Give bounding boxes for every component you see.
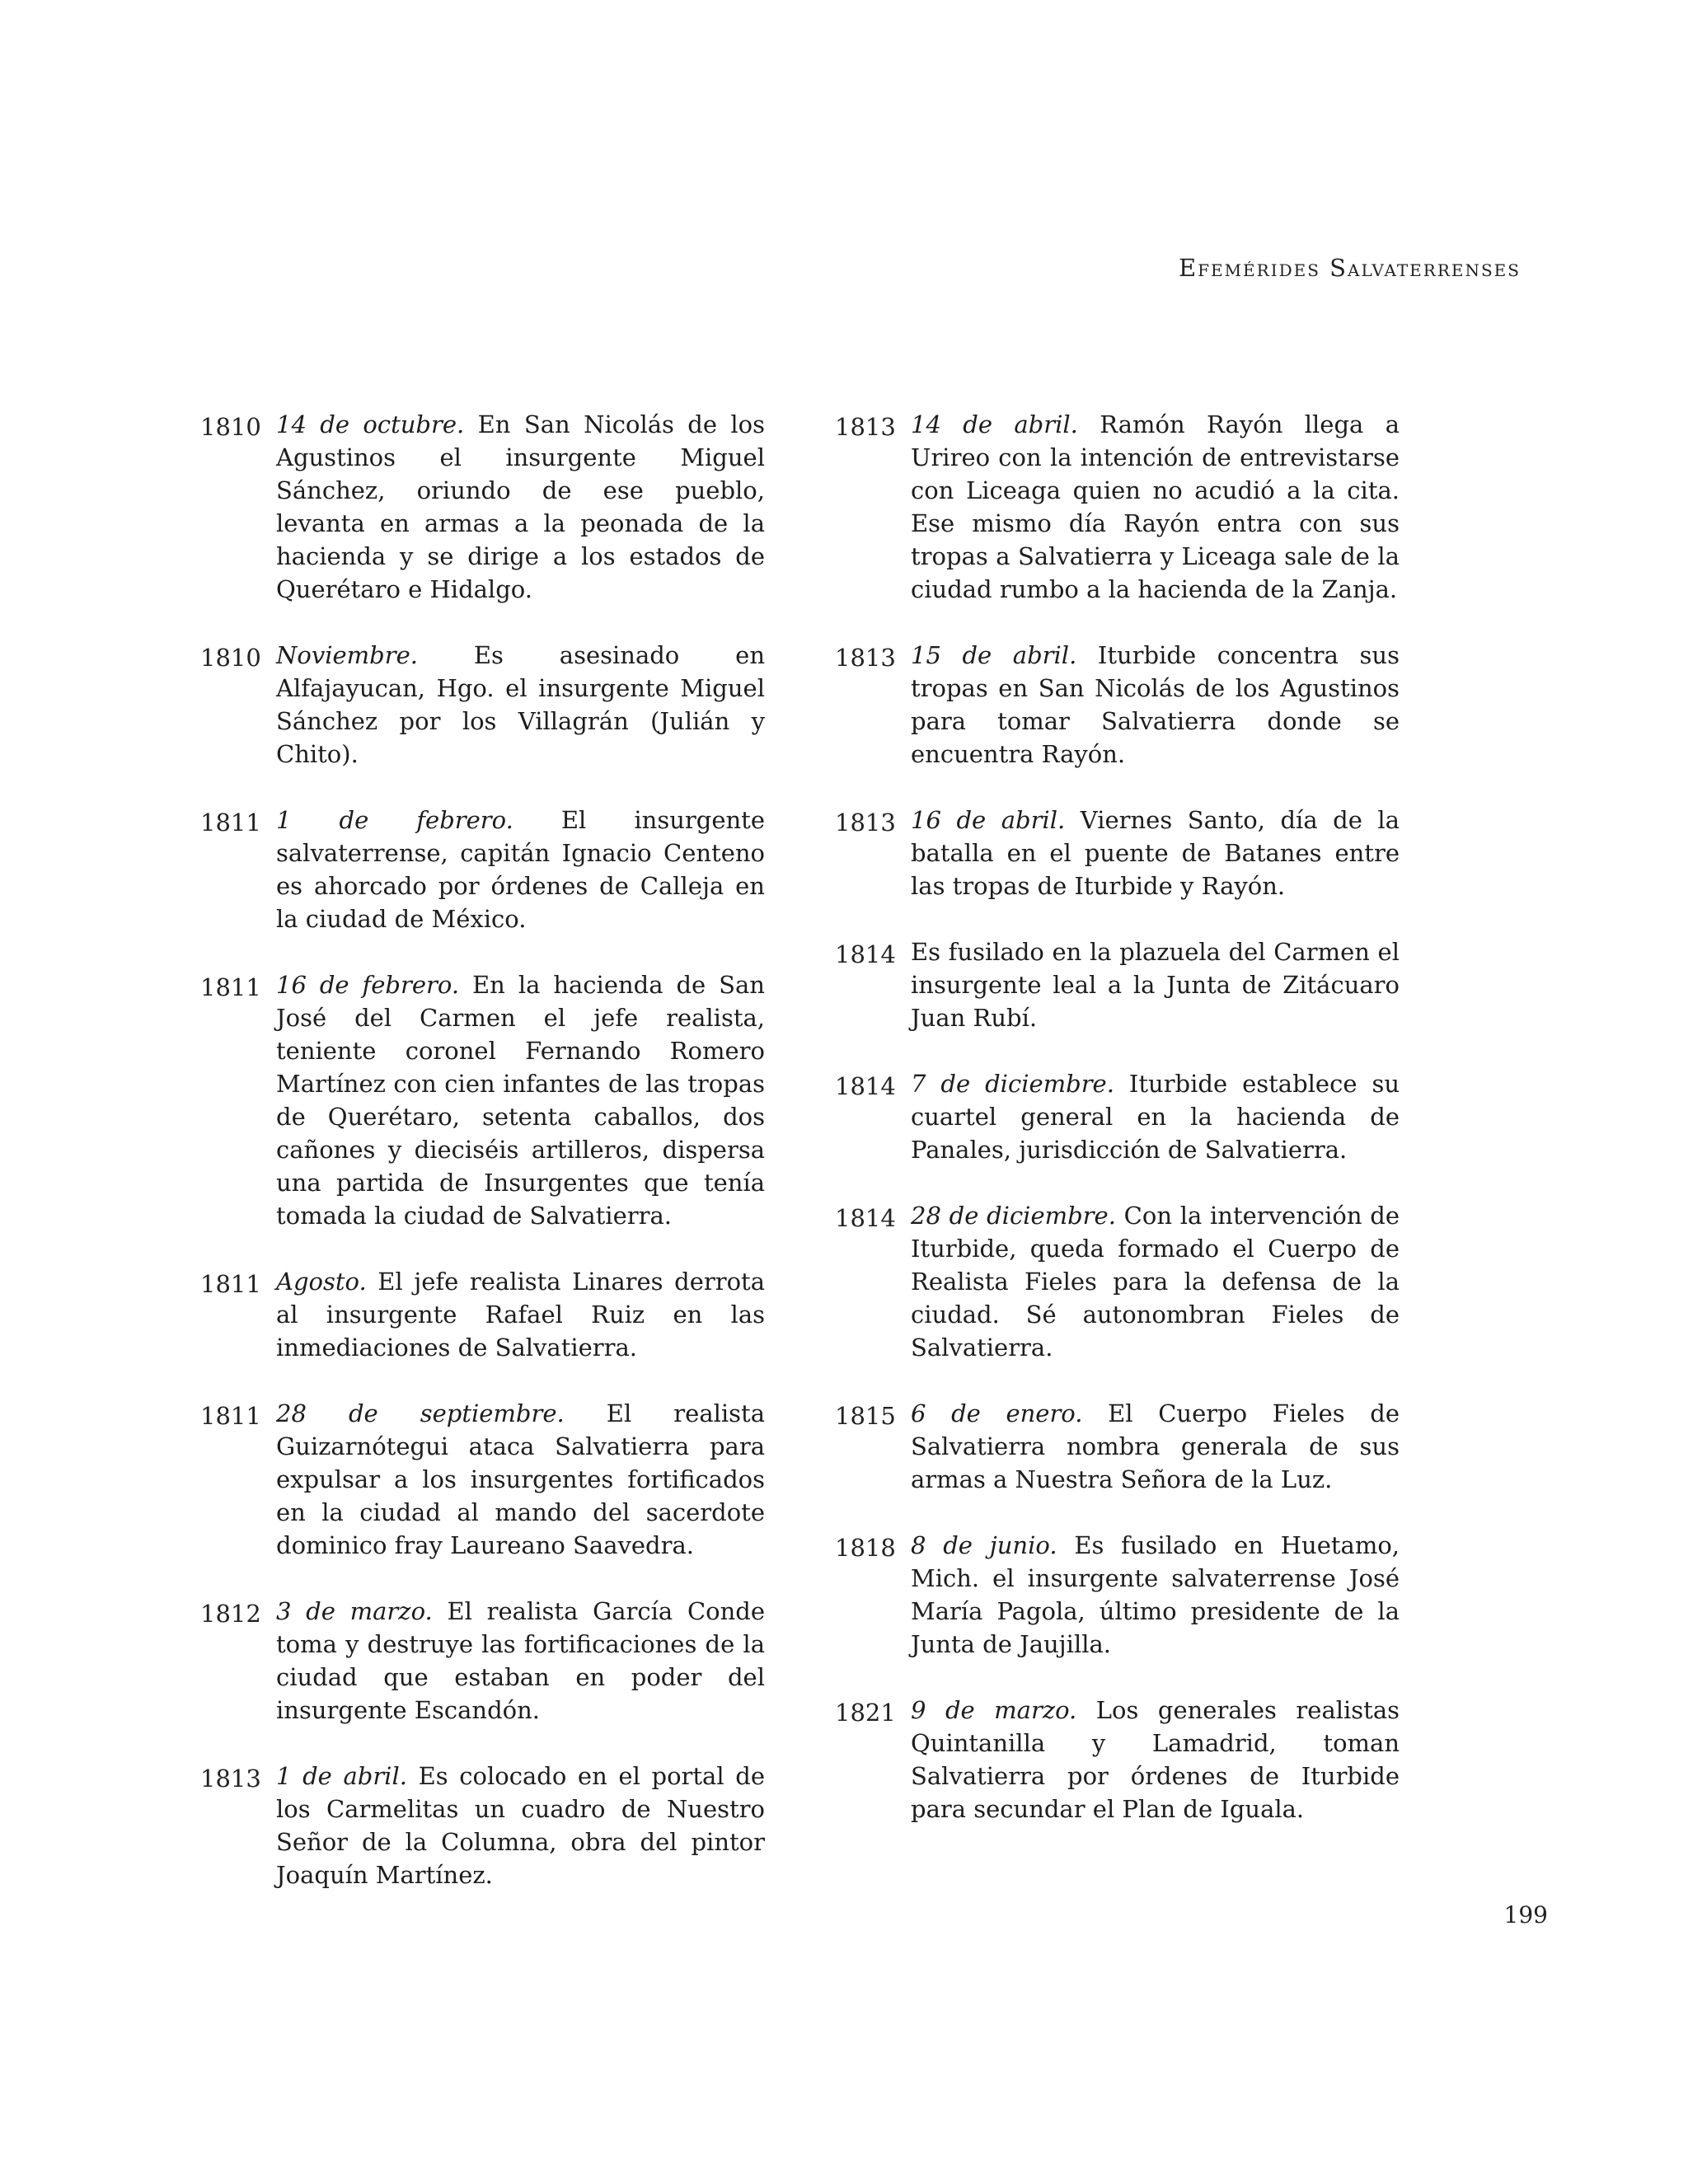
- timeline-entry: [835, 935, 1400, 1034]
- entry-date: 6 de enero.: [911, 1399, 1083, 1427]
- entry-year: 1814: [835, 940, 896, 968]
- timeline-entry: [200, 1595, 765, 1727]
- entry-date: 8 de junio.: [911, 1531, 1057, 1559]
- entry-description: Los generales realistas Quintanilla y Lamadrid, toman Salvatierra por órdenes de Iturbide para secundar el Plan de Iguala.: [911, 1696, 1400, 1823]
- entry-description: Viernes Santo, día de la batalla en el puente de Batanes entre las tropas de Iturbide y Rayón.: [911, 806, 1400, 900]
- timeline-entry: [200, 1397, 765, 1562]
- timeline-entry: [200, 639, 765, 771]
- entry-text: [911, 1067, 1400, 1166]
- entry-year: 1811: [200, 973, 261, 1001]
- entry-year: 1811: [200, 808, 261, 837]
- entry-date: 16 de abril.: [911, 806, 1066, 834]
- entry-year: 1814: [835, 1072, 896, 1100]
- entry-year: 1811: [200, 1270, 261, 1298]
- timeline-entry: [835, 408, 1400, 606]
- entry-year: 1813: [200, 1765, 261, 1793]
- left-column: [200, 408, 765, 1924]
- entry-text: [276, 408, 765, 606]
- entry-description: El insurgente salvaterrense, capitán Ignacio Centeno es ahorcado por órdenes de Calleja en la ciudad de México.: [276, 806, 765, 933]
- timeline-entry: [200, 408, 765, 606]
- entry-description: Es fusilado en la plazuela del Carmen el insurgente leal a la Junta de Zitácuaro Juan Rubí.: [911, 938, 1400, 1032]
- timeline-entry: [835, 639, 1400, 771]
- entry-date: Agosto.: [276, 1268, 367, 1296]
- timeline-entry: [835, 1529, 1400, 1661]
- entry-year: 1815: [835, 1402, 896, 1430]
- entry-date: 3 de marzo.: [276, 1597, 433, 1625]
- entry-date: Noviembre.: [276, 641, 418, 669]
- entry-text: [276, 639, 765, 771]
- timeline-entry: [200, 1760, 765, 1891]
- page-number: 199: [1503, 1901, 1548, 1929]
- entry-description: Es fusilado en Huetamo, Mich. el insurgente salvaterrense José María Pagola, último presidente de la Junta de Jaujilla.: [911, 1531, 1400, 1658]
- entry-date: 28 de septiembre.: [276, 1399, 565, 1427]
- timeline-entry: [200, 804, 765, 935]
- entry-text: [911, 1694, 1400, 1825]
- timeline-entry: [200, 968, 765, 1232]
- timeline-entry: [200, 1265, 765, 1364]
- entry-description: El Cuerpo Fieles de Salvatierra nombra generala de sus armas a Nuestra Señora de la Luz.: [911, 1399, 1400, 1493]
- entry-date: 9 de marzo.: [911, 1696, 1077, 1724]
- entry-description: En San Nicolás de los Agustinos el insurgente Miguel Sánchez, oriundo de ese pueblo, levanta en armas a la peonada de la hacienda y se dirige a los estados de Querétaro e Hidalgo.: [276, 410, 765, 603]
- entry-date: 1 de abril.: [276, 1762, 407, 1790]
- right-column: [835, 408, 1400, 1858]
- entry-text: [911, 1397, 1400, 1496]
- entry-date: 14 de abril.: [911, 410, 1078, 438]
- entry-text: [911, 639, 1400, 771]
- entry-description: El realista Guizarnótegui ataca Salvatierra para expulsar a los insurgentes fortificados en la ciudad al mando del sacerdote dominico fray Laureano Saavedra.: [276, 1399, 765, 1559]
- entry-text: [911, 408, 1400, 606]
- entry-description: Ramón Rayón llega a Urireo con la intención de entrevistarse con Liceaga quien no acudió a la cita. Ese mismo día Rayón entra con sus tropas a Salvatierra y Liceaga sale de la ciudad rumbo a la hacienda de la Zanja.: [911, 410, 1400, 603]
- entry-text: [911, 1199, 1400, 1364]
- entry-description: Iturbide establece su cuartel general en la hacienda de Panales, jurisdicción de Salvatierra.: [911, 1070, 1400, 1164]
- entry-text: [911, 935, 1400, 1034]
- entry-text: [276, 968, 765, 1232]
- entry-text: [911, 1529, 1400, 1661]
- entry-date: 7 de diciembre.: [911, 1070, 1114, 1098]
- entry-description: Iturbide concentra sus tropas en San Nicolás de los Agustinos para tomar Salvatierra donde se encuentra Rayón.: [911, 641, 1400, 768]
- entry-year: 1810: [200, 413, 261, 441]
- entry-date: 28 de diciembre.: [911, 1202, 1116, 1230]
- entry-text: [276, 1397, 765, 1562]
- entry-text: [911, 804, 1400, 902]
- entry-description: El realista García Conde toma y destruye las fortificaciones de la ciudad que estaban en poder del insurgente Escandón.: [276, 1597, 765, 1724]
- timeline-entry: [835, 1067, 1400, 1166]
- entry-year: 1814: [835, 1204, 896, 1232]
- entry-date: 1 de febrero.: [276, 806, 513, 834]
- entry-text: [276, 804, 765, 935]
- entry-text: [276, 1595, 765, 1727]
- running-header: Efemérides Salvaterrenses: [1178, 254, 1521, 282]
- entry-description: Con la intervención de Iturbide, queda formado el Cuerpo de Realista Fieles para la defensa de la ciudad. Sé autonombran Fieles de Salvatierra.: [911, 1202, 1400, 1361]
- entry-year: 1821: [835, 1699, 896, 1727]
- entry-description: Es asesinado en Alfajayucan, Hgo. el insurgente Miguel Sánchez por los Villagrán (Julián y Chito).: [276, 641, 765, 768]
- entry-description: El jefe realista Linares derrota al insurgente Rafael Ruiz en las inmediaciones de Salvatierra.: [276, 1268, 765, 1361]
- entry-description: En la hacienda de San José del Carmen el jefe realista, teniente coronel Fernando Romero Martínez con cien infantes de las tropas de Querétaro, setenta caballos, dos cañones y dieciséis artilleros, dispersa una partida de Insurgentes que tenía tomada la ciudad de Salvatierra.: [276, 971, 765, 1230]
- timeline-entry: [835, 1694, 1400, 1825]
- entry-year: 1812: [200, 1600, 261, 1628]
- entry-date: 14 de octubre.: [276, 410, 465, 438]
- entry-year: 1813: [835, 644, 896, 672]
- entry-year: 1818: [835, 1534, 896, 1562]
- entry-text: [276, 1760, 765, 1891]
- entry-year: 1810: [200, 644, 261, 672]
- entry-date: 16 de febrero.: [276, 971, 460, 999]
- entry-text: [276, 1265, 765, 1364]
- entry-description: Es colocado en el portal de los Carmelitas un cuadro de Nuestro Señor de la Columna, obra del pintor Joaquín Martínez.: [276, 1762, 765, 1889]
- entry-date: 15 de abril.: [911, 641, 1077, 669]
- timeline-entry: [835, 804, 1400, 902]
- timeline-entry: [835, 1199, 1400, 1364]
- timeline-entry: [835, 1397, 1400, 1496]
- entry-year: 1813: [835, 808, 896, 837]
- entry-year: 1813: [835, 413, 896, 441]
- entry-year: 1811: [200, 1402, 261, 1430]
